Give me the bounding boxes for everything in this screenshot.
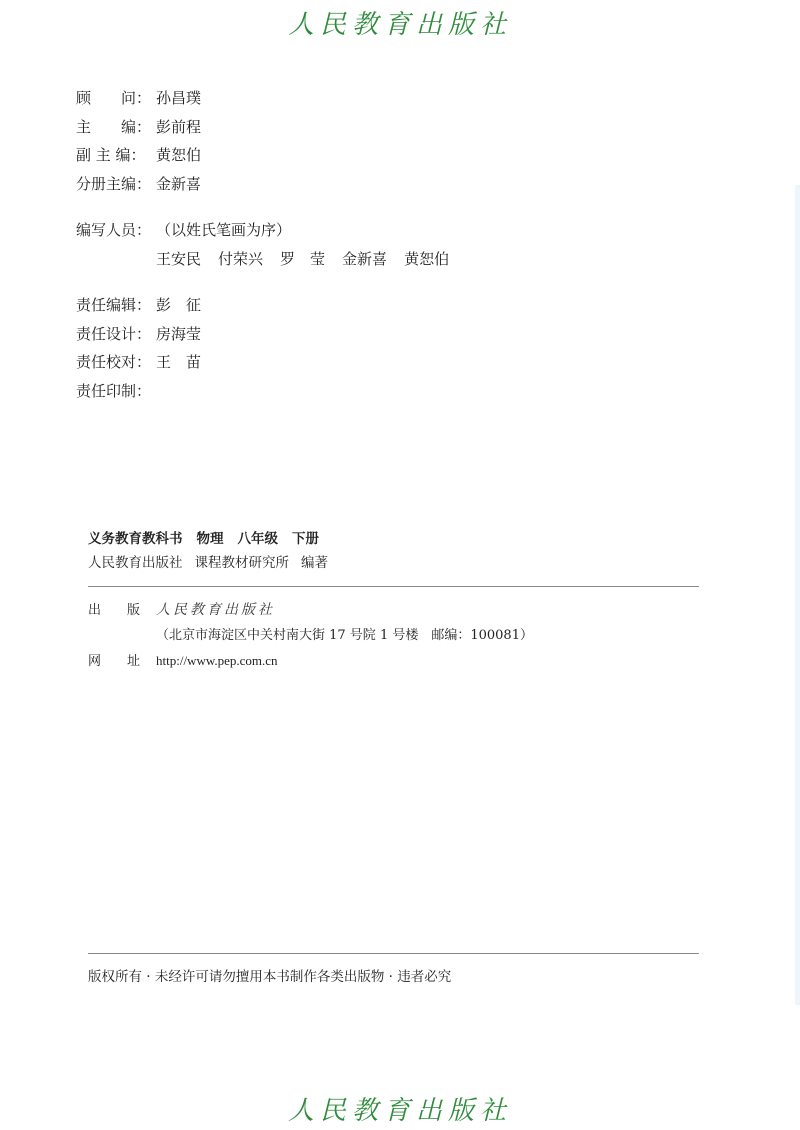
website-row [88,648,533,673]
credit-value: 房海莹 [156,324,202,343]
credit-label: 责任校对： [76,353,152,371]
credit-label: 副 主 编： [76,146,146,164]
writer-name: 付荣兴 [218,249,264,268]
writers-note: （以姓氏笔画为序） [156,221,292,239]
writer-name: 罗 莹 [280,249,326,268]
credit-label: 分册主编： [76,174,152,193]
credit-resp-design [76,320,466,349]
book-compiler-line [88,551,340,575]
writer-name: 金新喜 [342,249,388,268]
book-grade: 八年级 [237,531,278,547]
credit-label: 责任印制： [76,381,152,400]
copyright-notice: 版权所有 · 未经许可请勿擅用本书制作各类出版物 · 违者必究 [88,969,452,985]
credit-label: 编写人员： [76,221,152,239]
book-series: 义务教育教科书 [88,531,183,547]
credit-label: 顾 问： [76,89,152,107]
credit-label: 责任编辑： [76,296,152,314]
page-edge-strip [795,185,800,1005]
credit-writers [76,216,466,245]
book-title-block [88,527,340,575]
credit-value: 孙昌璞 [156,89,202,107]
writer-name: 王安民 [156,249,202,268]
credit-value: 彭前程 [156,117,202,136]
book-title [88,527,340,551]
credits-section [76,84,466,405]
credit-advisor [76,84,466,113]
divider-bottom [88,953,699,954]
credit-value: 黄恕伯 [156,146,202,164]
credit-resp-editor [76,291,466,320]
book-subject: 物理 [196,531,224,547]
book-compiled-by: 编著 [301,555,328,571]
writers-list [76,245,466,274]
credit-deputy-editor [76,141,466,170]
book-volume: 下册 [292,531,319,547]
credit-value: 彭 征 [156,296,202,314]
publisher-logo-top: 人民教育出版社 [287,10,512,40]
publisher-address: （北京市海淀区中关村南大街 17 号院 1 号楼 邮编：100081） [156,628,533,643]
credit-chief-editor [76,113,466,142]
publisher-row [88,598,533,623]
divider-top [88,586,699,587]
credit-volume-editor [76,170,466,199]
credit-label: 主 编： [76,117,152,136]
credit-value: 王 苗 [156,353,202,371]
publisher-logo-bottom: 人民教育出版社 [287,1096,512,1126]
publishing-info [88,598,533,673]
book-compiler: 课程教材研究所 [194,555,289,571]
website-url: http://www.pep.com.cn [156,653,278,668]
credit-value: 金新喜 [156,174,202,193]
writer-name: 黄恕伯 [404,249,450,268]
credit-resp-proof [76,348,466,377]
website-label: 网 址 [88,654,141,669]
publisher-logo-small: 人民教育出版社 [156,602,275,618]
credit-label: 责任设计： [76,324,152,343]
publisher-label: 出 版 [88,603,141,618]
book-publisher: 人民教育出版社 [88,555,183,571]
credit-resp-print [76,377,466,406]
